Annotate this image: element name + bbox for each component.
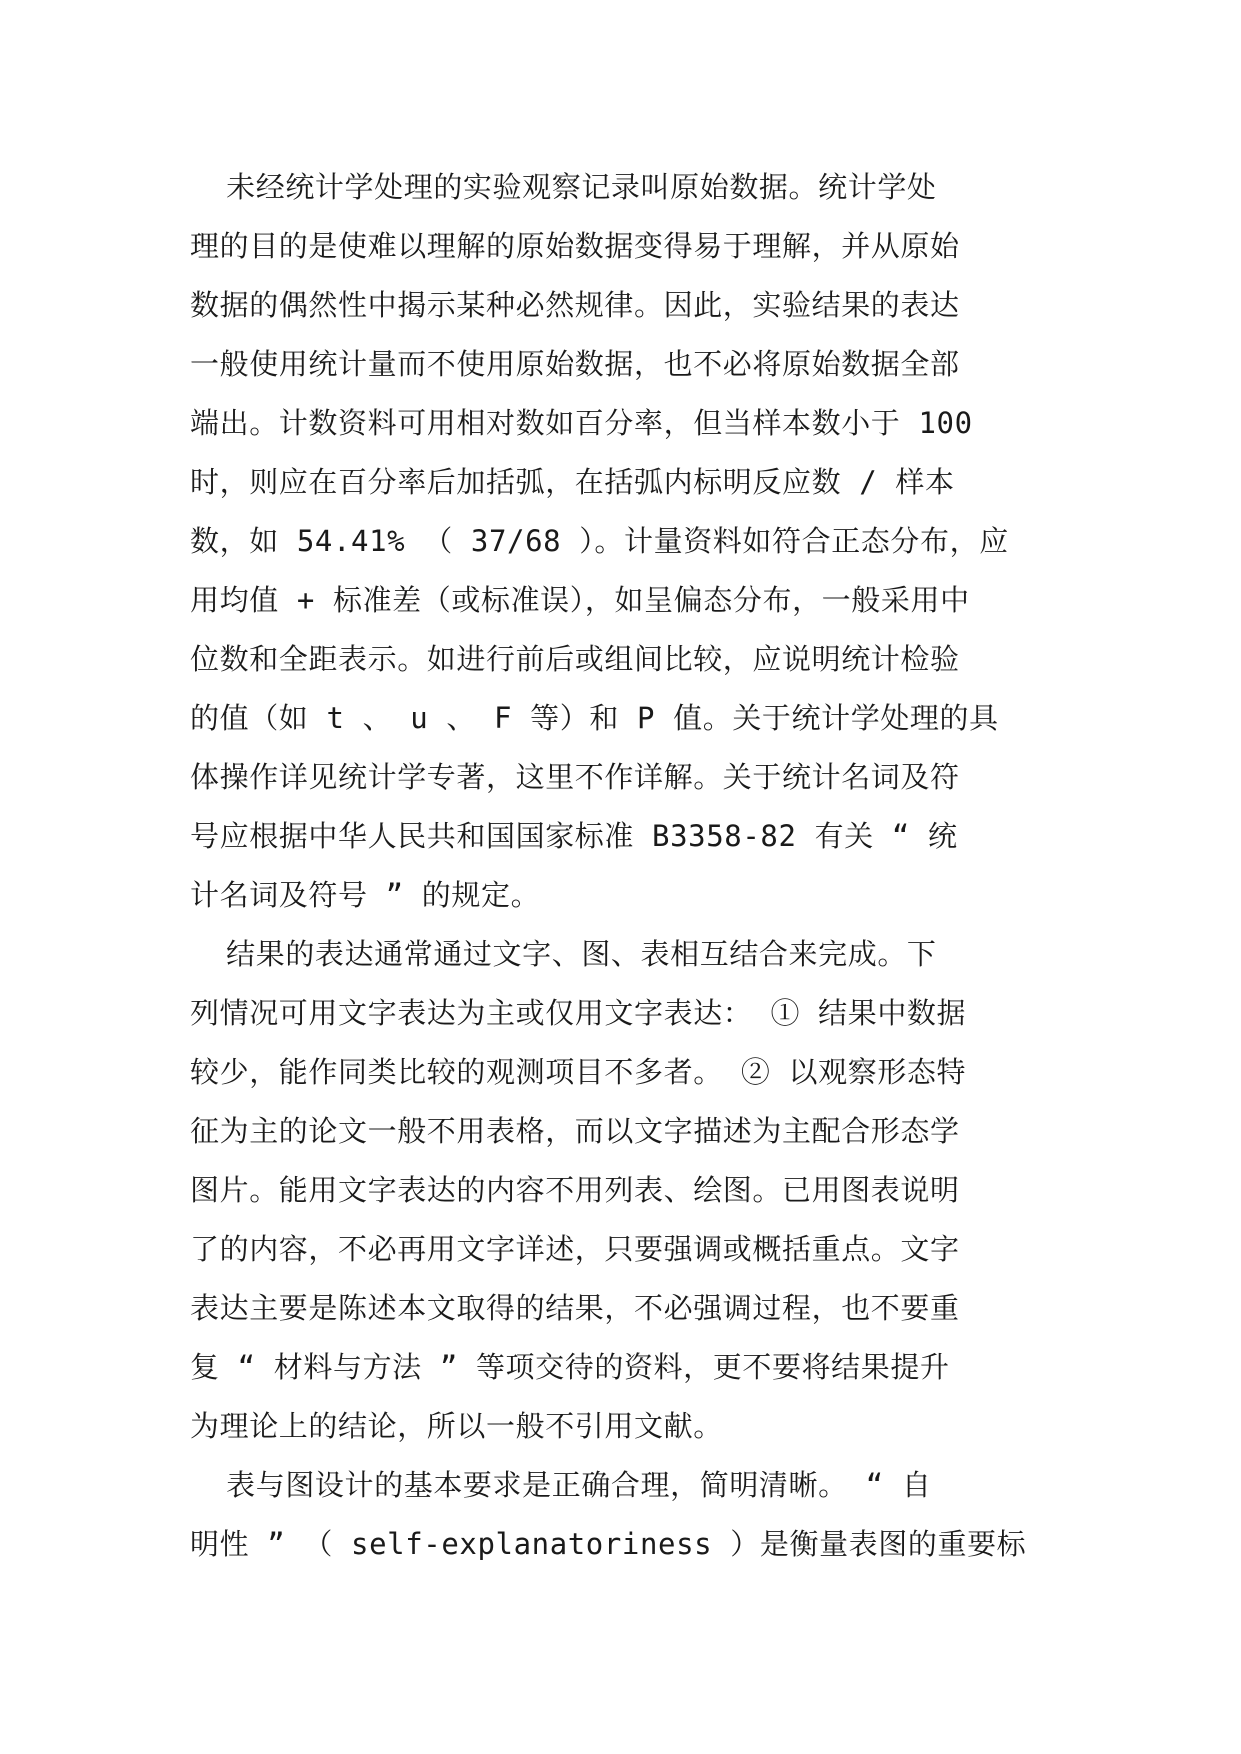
text-line: 为理论上的结论，所以一般不引用文献。 bbox=[190, 1409, 723, 1443]
text-line: 图片。能用文字表达的内容不用列表、绘图。已用图表说明 bbox=[190, 1173, 960, 1207]
text-line: 位数和全距表示。如进行前后或组间比较，应说明统计检验 bbox=[190, 642, 960, 676]
paragraph-table-figure-design bbox=[190, 1456, 1052, 1574]
text-line: 表与图设计的基本要求是正确合理，简明清晰。 “ 自 bbox=[190, 1468, 932, 1502]
text-line: 列情况可用文字表达为主或仅用文字表达： ① 结果中数据 bbox=[190, 996, 967, 1030]
text-line: 结果的表达通常通过文字、图、表相互结合来完成。下 bbox=[190, 937, 937, 971]
text-line: 征为主的论文一般不用表格，而以文字描述为主配合形态学 bbox=[190, 1114, 960, 1148]
text-line: 表达主要是陈述本文取得的结果，不必强调过程，也不要重 bbox=[190, 1291, 960, 1325]
text-line: 较少，能作同类比较的观测项目不多者。 ② 以观察形态特 bbox=[190, 1055, 967, 1089]
text-line: 理的目的是使难以理解的原始数据变得易于理解，并从原始 bbox=[190, 229, 960, 263]
text-line: 的值（如 t 、 u 、 F 等）和 P 值。关于统计学处理的具 bbox=[190, 701, 999, 735]
text-line: 复 “ 材料与方法 ” 等项交待的资料，更不要将结果提升 bbox=[190, 1350, 950, 1384]
text-line: 号应根据中华人民共和国国家标准 B3358-82 有关 “ 统 bbox=[190, 819, 958, 853]
text-line: 体操作详见统计学专著，这里不作详解。关于统计名词及符 bbox=[190, 760, 960, 794]
text-line: 数据的偶然性中揭示某种必然规律。因此，实验结果的表达 bbox=[190, 288, 960, 322]
text-line: 未经统计学处理的实验观察记录叫原始数据。统计学处 bbox=[190, 170, 937, 204]
document-body bbox=[190, 158, 1052, 1574]
text-line: 端出。计数资料可用相对数如百分率，但当样本数小于 100 bbox=[190, 406, 973, 440]
text-line: 时，则应在百分率后加括弧，在括弧内标明反应数 / 样本 bbox=[190, 465, 955, 499]
paragraph-statistics bbox=[190, 158, 1052, 925]
text-line: 了的内容，不必再用文字详述，只要强调或概括重点。文字 bbox=[190, 1232, 960, 1266]
text-line: 一般使用统计量而不使用原始数据，也不必将原始数据全部 bbox=[190, 347, 960, 381]
text-line: 计名词及符号 ” 的规定。 bbox=[190, 878, 541, 912]
text-line: 数，如 54.41% （ 37/68 ）。计量资料如符合正态分布，应 bbox=[190, 524, 1009, 558]
text-line: 用均值 + 标准差（或标准误），如呈偏态分布，一般采用中 bbox=[190, 583, 970, 617]
paragraph-results-expression bbox=[190, 925, 1052, 1456]
text-line: 明性 ” （ self-explanatoriness ）是衡量表图的重要标 bbox=[190, 1527, 1027, 1561]
